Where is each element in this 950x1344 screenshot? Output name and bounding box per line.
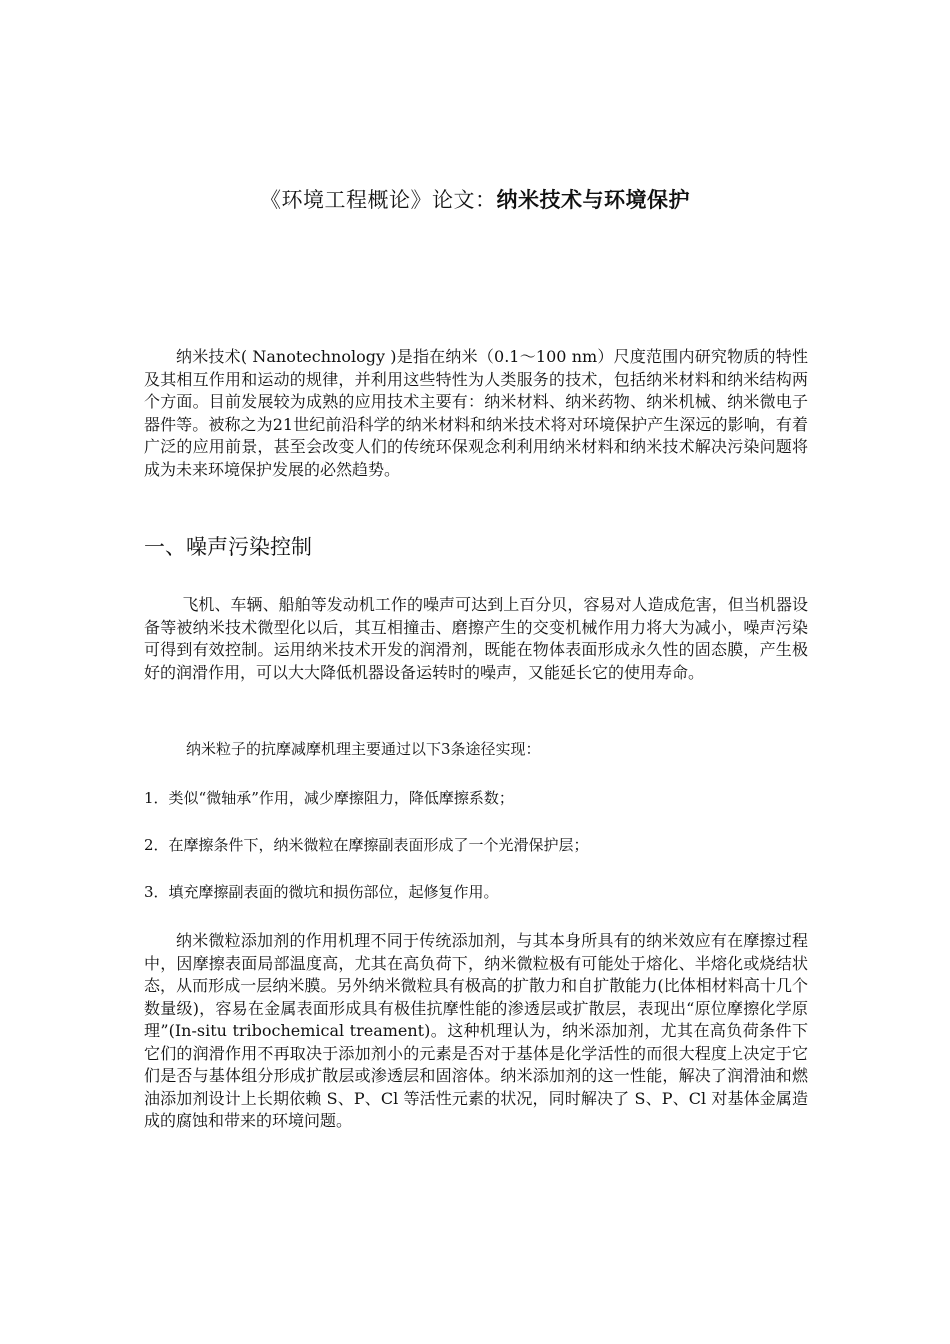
additive-paragraph: 纳米微粒添加剂的作用机理不同于传统添加剂，与其本身所具有的纳米效应有在摩擦过程中，因摩擦表面局部温度高，尤其在高负荷下，纳米微粒极有可能处于熔化、半熔化或烧结状态，从而形成一层纳米膜。另外纳米微粒具有极高的扩散力和自扩散能力(比体相材料高十几个数量级)，容易在金属表面形成具有极佳抗摩性能的渗透层或扩散层，表现出“原位摩擦化学原理”(In-situ tribochemical treament)。这种机理认为，纳米添加剂，尤其在高负荷条件下它们的润滑作用不再取决于添加剂小的元素是否对于基体是化学活性的而很大程度上决定于它们是否与基体组分形成扩散层或渗透层和固溶体。纳米添加剂的这一性能，解决了润滑油和燃油添加剂设计上长期依赖 S、P、Cl 等活性元素的状况，同时解决了 S、P、Cl 对基体金属造成的腐蚀和带来的环境问题。 [144, 931, 808, 1130]
list-item: 1．类似“微轴承”作用，减少摩擦阻力，降低摩擦系数； [144, 789, 514, 807]
intro-paragraph: 纳米技术( Nanotechnology )是指在纳米（0.1～100 nm）尺度范围内研究物质的特性及其相互作用和运动的规律，并利用这些特性为人类服务的技术，包括纳米材料和纳米结构两个方面。目前发展较为成熟的应用技术主要有：纳米材料、纳米药物、纳米机械、纳米微电子器件等。被称之为21世纪前沿科学的纳米材料和纳米技术将对环境保护产生深远的影响，有着广泛的应用前景，甚至会改变人们的传统环保观念利利用纳米材料和纳米技术解决污染问题将成为未来环境保护发展的必然趋势。 [144, 347, 808, 479]
mechanism-intro: 纳米粒子的抗摩减摩机理主要通过以下3条途径实现： [186, 740, 541, 758]
title-prefix: 《环境工程概论》论文： [260, 188, 497, 212]
document-title [0, 184, 950, 214]
noise-paragraph: 飞机、车辆、船舶等发动机工作的噪声可达到上百分贝，容易对人造成危害，但当机器设备等被纳米技术微型化以后，其互相撞击、磨擦产生的交变机械作用力将大为减小，噪声污染可得到有效控制。运用纳米技术开发的润滑剂，既能在物体表面形成永久性的固态膜，产生极好的润滑作用，可以大大降低机器设备运转时的噪声，又能延长它的使用寿命。 [144, 595, 808, 682]
list-item: 2．在摩擦条件下，纳米微粒在摩擦副表面形成了一个光滑保护层； [144, 836, 589, 854]
title-main: 纳米技术与环境保护 [496, 187, 690, 212]
section-heading-noise: 一、噪声污染控制 [144, 535, 312, 559]
list-item: 3．填充摩擦副表面的微坑和损伤部位，起修复作用。 [144, 883, 499, 901]
